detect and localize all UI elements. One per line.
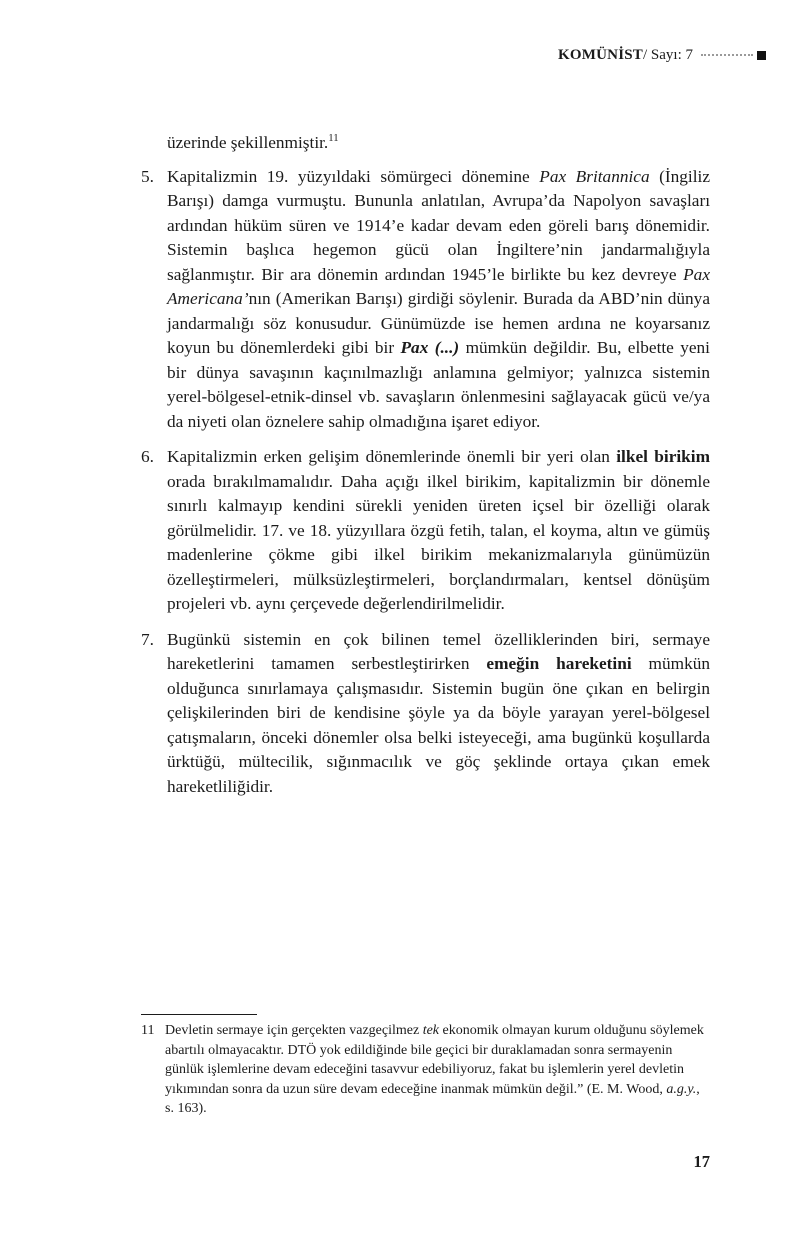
item-number: 5. [141, 166, 154, 186]
footnote-block [141, 1014, 710, 1119]
footnote-number: 11 [141, 1023, 155, 1038]
list-item-5 [141, 165, 710, 435]
item-number: 7. [141, 629, 154, 649]
footnote [141, 1021, 710, 1119]
page-header [558, 46, 766, 64]
journal-title: KOMÜNİST [558, 47, 643, 63]
item-text: Kapitalizmin erken gelişim dönemlerinde önemli bir yeri olan ilkel birikim orada bırakılmamalıdır. Daha açığı ilkel birikim, kapitalizmin bir dönemle sınırlı kalmayıp kendini sürekli yeniden üreten içsel bir özelliği olarak görülmelidir. 17. ve 18. yüzyıllara özgü fetih, talan, el koyma, altın ve gümüş madenlerine çökme gibi ilkel birikim mekanizmalarıyla günümüzün özelleştirmeleri, mülksüzleştirmeleri, borçlandırmaları, kentsel dönüşüm projeleri vb. aynı çerçevede değerlendirilmelidir. [167, 447, 710, 613]
footnote-separator-rule [141, 1014, 257, 1015]
page-number: 17 [693, 1152, 710, 1171]
item-text: Kapitalizmin 19. yüzyıldaki sömürgeci dönemine Pax Britannica (İngiliz Barışı) damga vurmuştu. Bununla anlatılan, Avrupa’da Napolyon savaşları ardından hüküm süren ve 1914’e kadar devam eden göreli barış dönemidir. Sistemin başlıca hegemon gücü olan İngiltere’nin jandarmalığıyla sağlanmıştır. Bir ara dönemin ardından 1945’le birlikte bu kez devreye Pax Americana’nın (Amerikan Barışı) girdiği söylenir. Burada da ABD’nin dünya jandarmalığı söz konusudur. Günümüzde ise hemen ardına ne koyarsanız koyun bu dönemlerdeki gibi bir Pax (...) mümkün değildir. Bu, elbette yeni bir dünya savaşının kaçınılmazlığı anlamına gelmiyor; yalnızca sistemin yerel-bölgesel-etnik-dinsel vb. savaşların önlenmesini sağlayacak gücü ve/ya da niyeti olan öznelere sahip olmadığına işaret ediyor. [167, 166, 710, 431]
list-item-6 [141, 445, 710, 617]
list-item-7 [141, 628, 710, 800]
continuation-line: üzerinde şekillenmiştir.$^{11}$ [167, 132, 339, 152]
item-number: 6. [141, 447, 154, 466]
header-square-icon [757, 51, 766, 60]
numbered-list [141, 165, 710, 800]
issue-label: / Sayı: 7 [642, 47, 693, 63]
item-text: Bugünkü sistemin en çok bilinen temel özelliklerinden biri, sermaye hareketlerini tamamen serbestleştirirken emeğin hareketini mümkün olduğunca sınırlamaya çalışmasıdır. Sistemin bugün öne çıkan en belirgin çelişkilerinden biri de kendisine şöyle ya da böyle yarayan yerel-bölgesel çatışmaların, önceki dönemler olsa belki isteyeceği, ama bugünkü koşullarda ürktüğü, mültecilik, sığınmacılık ve göç şeklinde ortaya çıkan emek hareketliliğidir. [167, 629, 711, 796]
header-dotted-line [701, 54, 753, 56]
footnote-text: Devletin sermaye için gerçekten vazgeçilmez tek ekonomik olmayan kurum olduğunu söylemek abartılı olmayacaktır. DTÖ yok edildiğinde bile geçici bir duraklamadan sonra sermayenin günlük işlemlerine devam edeceğini tasavvur edebiliyoruz, fakat bu işlemlerin yerel devletin yıkımından sonra da uzun süre devam edeceğine inanmak mümkün değil.” (E. M. Wood, a.g.y., s. 163). [165, 1023, 704, 1116]
page-content [141, 131, 710, 799]
